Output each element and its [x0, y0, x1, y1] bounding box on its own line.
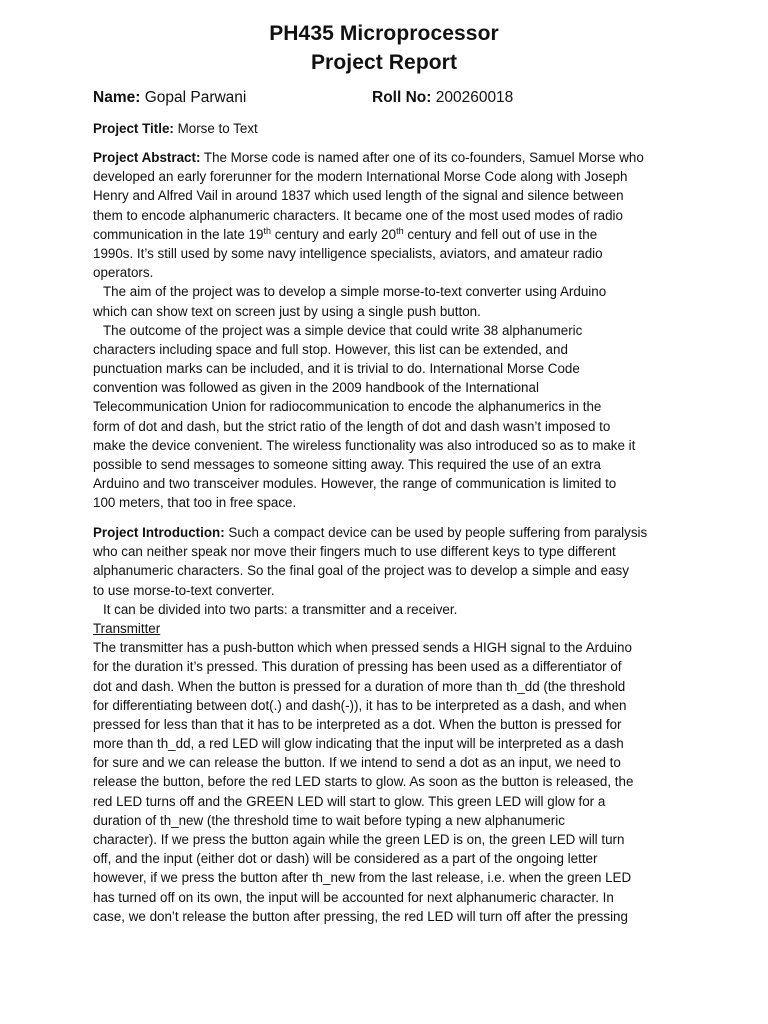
abstract-line: make the device convenient. The wireless functionality was also introduced so as to make it — [93, 437, 636, 453]
abstract-line: operators. — [93, 265, 154, 281]
abstract-line: The outcome of the project was a simple device that could write 38 alphanumeric — [103, 322, 583, 338]
abstract-line: them to encode alphanumeric characters. It became one of the most used modes of radio — [93, 207, 623, 223]
name-value: Gopal Parwani — [144, 89, 247, 106]
superscript: th — [396, 225, 404, 236]
transmitter-line: release the button, before the red LED starts to glow. As soon as the button is released, the — [93, 774, 634, 790]
abstract-line: convention was followed as given in the 2009 handbook of the International — [93, 380, 539, 396]
introduction-section — [93, 523, 678, 926]
transmitter-line: character). If we press the button again while the green LED is on, the green LED will turn — [93, 832, 625, 847]
transmitter-line: The transmitter has a push-button which when pressed sends a HIGH signal to the Arduino — [93, 640, 632, 656]
abstract-line: form of dot and dash, but the strict ratio of the length of dot and dash wasn’t imposed to — [93, 418, 611, 434]
transmitter-line: more than th_dd, a red LED will glow indicating that the input will be interpreted as a dash — [93, 736, 624, 752]
transmitter-line: duration of th_new (the threshold time to wait before typing a new alphanumeric — [93, 812, 565, 828]
project-title-label: Project Title: — [93, 121, 174, 136]
introduction-line: to use morse-to-text converter. — [93, 582, 275, 598]
abstract-label: Project Abstract: — [93, 150, 201, 165]
transmitter-line: dot and dash. When the button is pressed for a duration of more than th_dd (the threshold — [93, 678, 626, 694]
abstract-line: The Morse code is named after one of its co-founders, Samuel Morse who — [203, 150, 644, 165]
roll-value: 200260018 — [435, 89, 514, 106]
abstract-line: Henry and Alfred Vail in around 1837 which used length of the signal and silence between — [93, 188, 624, 204]
student-info-row — [93, 88, 693, 108]
introduction-line: alphanumeric characters. So the final goal of the project was to develop a simple and easy — [93, 563, 629, 579]
transmitter-line: however, if we press the button after th_new from the last release, i.e. when the green LED — [93, 870, 632, 886]
abstract-line: Arduino and two transceiver modules. However, the range of communication is limited to — [93, 476, 617, 492]
abstract-text: century and fell out of use in the — [407, 226, 598, 242]
transmitter-line: for the duration it’s pressed. This duration of pressing has been used as a differentiator of — [93, 659, 622, 675]
abstract-line: 100 meters, that too in free space. — [93, 495, 297, 511]
report-title-type: Project Report — [310, 51, 458, 74]
abstract-line: Telecommunication Union for radiocommunication to encode the alphanumerics in the — [93, 399, 602, 415]
introduction-label: Project Introduction: — [93, 525, 225, 540]
transmitter-line: for differentiating between dot(.) and dash(-)), it has to be interpreted as a dash, and when — [93, 697, 627, 713]
abstract-line: which can show text on screen just by using a single push button. — [93, 303, 481, 319]
superscript: th — [263, 225, 271, 236]
transmitter-line: pressed for less than that it has to be interpreted as a dot. When the button is pressed for — [93, 716, 622, 732]
report-title-course: PH435 Microprocessor — [269, 22, 499, 45]
abstract-line: possible to send messages to someone sitting away. This required the use of an extra — [93, 457, 601, 472]
transmitter-line: off, and the input (either dot or dash) will be considered as a part of the ongoing letter — [93, 851, 598, 867]
transmitter-heading: Transmitter — [93, 620, 161, 636]
abstract-line: developed an early forerunner for the modern International Morse Code along with Joseph — [93, 169, 628, 185]
introduction-line: who can neither speak nor move their fingers much to use different keys to type different — [93, 544, 616, 560]
introduction-line: It can be divided into two parts: a transmitter and a receiver. — [103, 601, 458, 617]
transmitter-line: for sure and we can release the button. If we intend to send a dot as an input, we need to — [93, 755, 621, 771]
name-label: Name: — [93, 89, 141, 106]
transmitter-line: has turned off on its own, the input will be accounted for next alphanumeric character. In — [93, 889, 614, 905]
abstract-line: 1990s. It’s still used by some navy intelligence specialists, aviators, and amateur radio — [93, 245, 603, 261]
transmitter-line: case, we don’t release the button after pressing, the red LED will turn off after the pressing — [93, 908, 628, 924]
abstract-section — [93, 148, 678, 513]
abstract-line — [93, 225, 678, 244]
project-title-line — [93, 119, 678, 138]
introduction-line: Such a compact device can be used by people suffering from paralysis — [228, 525, 648, 540]
abstract-text: communication in the late 19 — [93, 226, 264, 242]
transmitter-line: red LED turns off and the GREEN LED will start to glow. This green LED will glow for a — [93, 793, 606, 809]
roll-number — [372, 88, 513, 108]
roll-label: Roll No: — [372, 89, 432, 106]
abstract-text: century and early 20 — [274, 226, 397, 242]
abstract-line: The aim of the project was to develop a simple morse-to-text converter using Arduino — [103, 284, 607, 300]
abstract-line: punctuation marks can be included, and it is trivial to do. International Morse Code — [93, 361, 580, 377]
project-title-value: Morse to Text — [177, 121, 258, 136]
abstract-line: characters including space and full stop. However, this list can be extended, and — [93, 341, 568, 357]
